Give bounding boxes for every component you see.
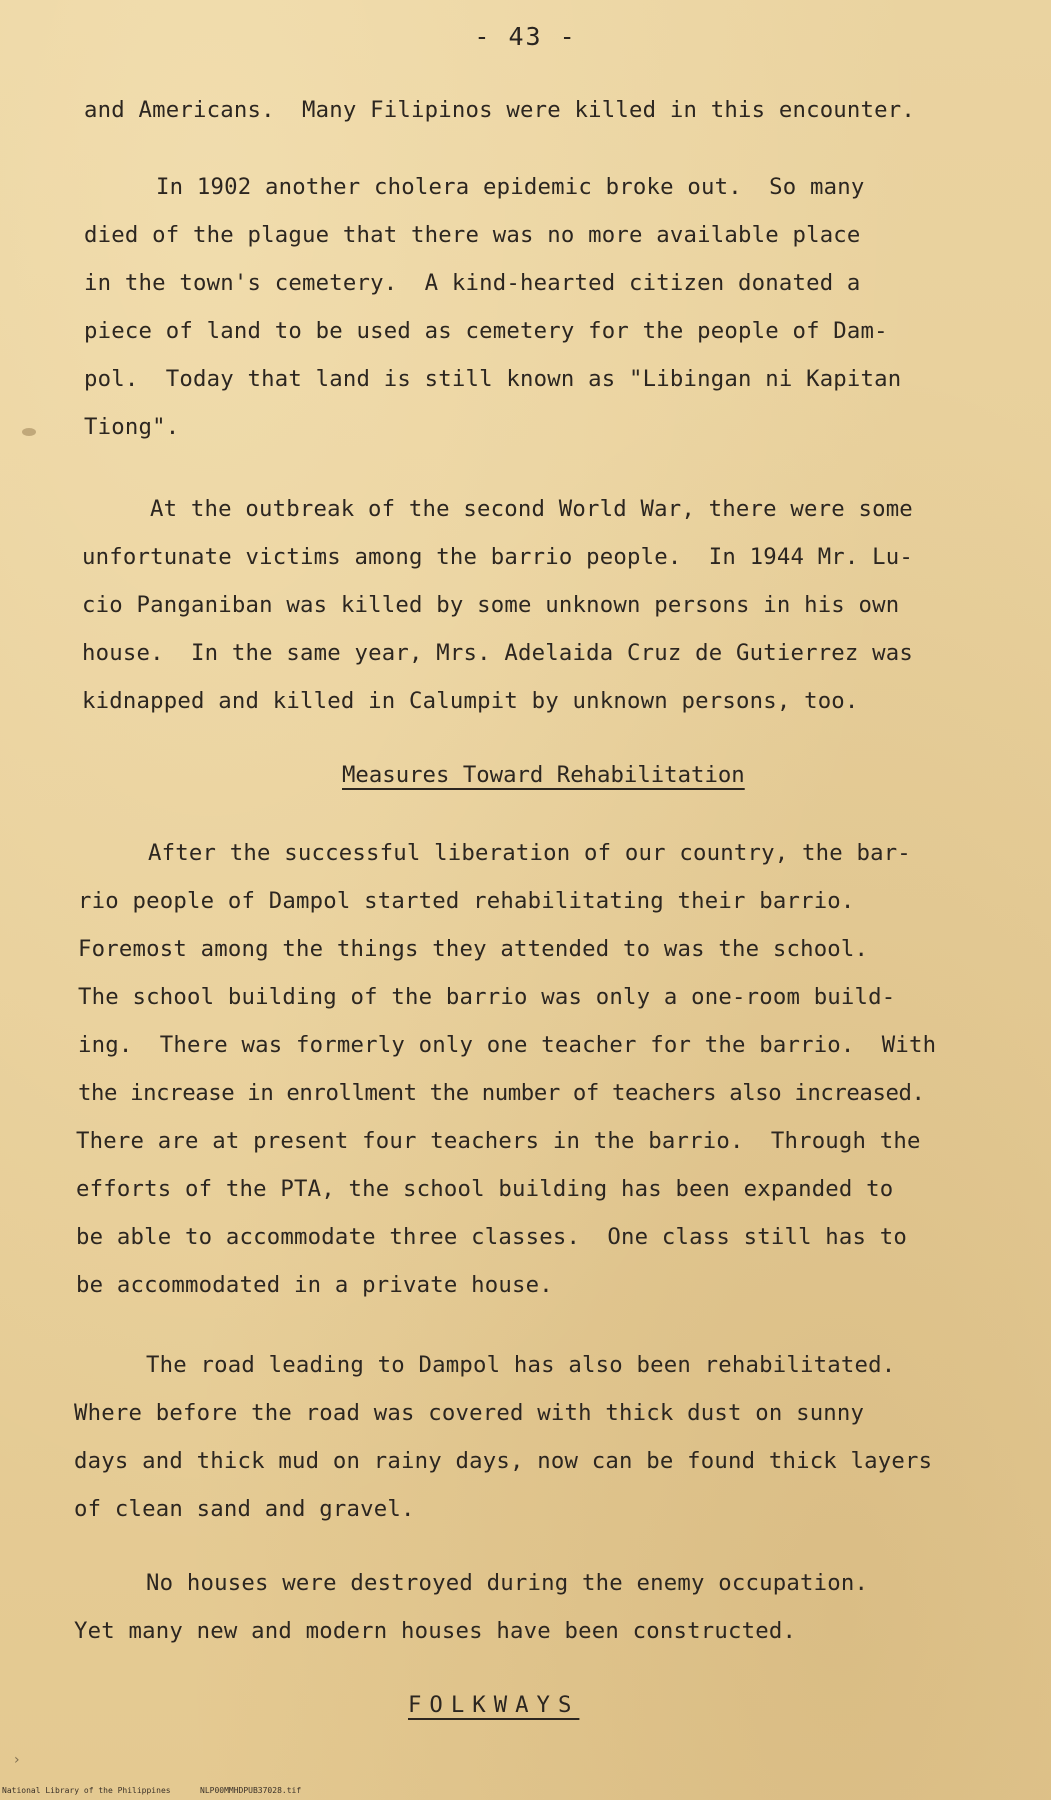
text-line: There are at present four teachers in the barrio. Through the	[76, 1128, 921, 1154]
section-heading-rehabilitation: Measures Toward Rehabilitation	[342, 762, 745, 788]
text-line: cio Panganiban was killed by some unknown persons in his own	[82, 592, 900, 618]
footer-filename: NLP00MMHDPUB37028.tif	[200, 1786, 302, 1795]
text-line: house. In the same year, Mrs. Adelaida Cruz de Gutierrez was	[82, 640, 914, 666]
text-line: At the outbreak of the second World War, there were some	[150, 496, 913, 522]
text-line: Yet many new and modern houses have been constructed.	[74, 1618, 797, 1644]
text-line: kidnapped and killed in Calumpit by unknown persons, too.	[82, 688, 859, 714]
text-line: efforts of the PTA, the school building has been expanded to	[76, 1176, 894, 1202]
text-line: and Americans. Many Filipinos were killed in this encounter.	[84, 97, 916, 123]
text-line: No houses were destroyed during the enemy occupation.	[146, 1570, 869, 1596]
page-number: - 43 -	[474, 22, 577, 51]
text-line: be accommodated in a private house.	[76, 1272, 553, 1298]
footer-library: National Library of the Philippines	[2, 1786, 171, 1795]
text-line: ing. There was formerly only one teacher for the barrio. With	[78, 1032, 937, 1058]
text-line: days and thick mud on rainy days, now can be found thick layers	[74, 1448, 933, 1474]
text-line: pol. Today that land is still known as "Libingan ni Kapitan	[84, 366, 902, 392]
text-line: The road leading to Dampol has also been rehabilitated.	[146, 1352, 896, 1378]
text-line: In 1902 another cholera epidemic broke out. So many	[156, 174, 865, 200]
text-line: rio people of Dampol started rehabilitating their barrio.	[78, 888, 855, 914]
ink-smudge	[22, 428, 36, 436]
text-line: Where before the road was covered with thick dust on sunny	[74, 1400, 865, 1426]
text-line: The school building of the barrio was only a one-room build-	[78, 984, 896, 1010]
text-line: be able to accommodate three classes. One class still has to	[76, 1224, 908, 1250]
text-line: of clean sand and gravel.	[74, 1496, 415, 1522]
text-line: the increase in enrollment the number of teachers also increased.	[78, 1080, 925, 1106]
section-heading-folkways: FOLKWAYS	[408, 1692, 580, 1718]
margin-mark: ›	[14, 1752, 20, 1768]
text-line: Foremost among the things they attended to was the school.	[78, 936, 869, 962]
text-line: in the town's cemetery. A kind-hearted citizen donated a	[84, 270, 861, 296]
text-line: Tiong".	[84, 414, 180, 440]
text-line: piece of land to be used as cemetery for the people of Dam-	[84, 318, 888, 344]
text-line: unfortunate victims among the barrio people. In 1944 Mr. Lu-	[82, 544, 914, 570]
text-line: died of the plague that there was no more available place	[84, 222, 861, 248]
text-line: After the successful liberation of our country, the bar-	[148, 840, 911, 866]
